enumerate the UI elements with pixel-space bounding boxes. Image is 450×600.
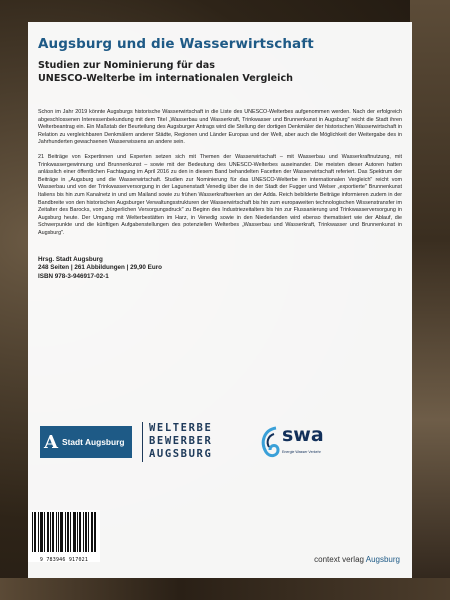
barcode-bar	[65, 512, 66, 552]
background-bottom-edge	[0, 578, 450, 600]
isbn-barcode	[28, 510, 100, 562]
barcode-bar	[67, 512, 68, 552]
book-subtitle	[38, 60, 402, 85]
barcode-bar	[92, 512, 93, 552]
barcode-bar	[94, 512, 95, 552]
book-metadata	[38, 256, 402, 282]
stadt-augsburg-logo	[40, 426, 132, 458]
barcode-bar	[95, 512, 96, 552]
barcode-bar	[41, 512, 42, 552]
welterbe-line-3: AUGSBURG	[149, 448, 213, 460]
subtitle-line-1: Studien zur Nominierung für das	[38, 60, 215, 71]
subtitle-line-2: UNESCO-Welterbe im internationalen Vergleich	[38, 72, 293, 84]
barcode-bar	[73, 512, 74, 552]
barcode-bar	[70, 512, 71, 552]
barcode-number: 9 783946 917021	[39, 557, 89, 563]
background-right-edge	[410, 0, 450, 600]
blurb-paragraph-2: 21 Beiträge von Expertinnen und Experten setzen sich mit Themen der Wasserwirtschaft – mit Wasserbau und Wasserkraftnutzung, mit Trinkwassergewinnung und Brunnenkunst – sowie mit der Bedeutung des UNESCO-Welterbes auseinander. Die meisten dieser Autoren hatten anlässlich einer öffentlichen Fachtagung im April 2016 zu den in diesem Band behandelten Facetten der Wasserwirtschaft referiert. Das Spektrum der Beiträge in „Augsburg und die Wasserwirtschaft. Studien zur Nominierung für das UNESCO-Welterbe im internationalen Vergleich" reicht vom Wasserbau und von der Trinkwasserversorgung in der Lagunenstadt Venedig über die in der Stadt der Fugger und Welser „exportierte" Brunnenkunst Italiens bis hin zum Kanalnetz in und um Mailand sowie zu frühen Wasserkraftwerken an der Adda. Reich bebilderte Beiträge informieren zudem in der Bandbreite von den historischen Augsburger Verwaltungsstrukturen der Wasserwirtschaft bis hin zum europaweiten technologischen Wissenstransfer im Zeitalter des Barocks, vom „bürgerlichen Versorgungsdruck" zu Beginn des Industriezeitalters bis hin zur Flussanierung und Trinkwasserversorgung in Augsburg heute. Der Umgang mit Welterbestätten im Harz, in Venedig sowie in den Niederlanden wird ebenso thematisiert wie der Ablauf, die Schwerpunkte und die künftigen Aufgabenstellungen des potenziellen Welterbes „Wasserbau und Wasserkraft, Trinkwasser und Brunnenkunst in Augsburg".	[38, 153, 402, 236]
swa-logo	[258, 420, 338, 464]
barcode-bar	[52, 512, 53, 552]
barcode-bar	[53, 512, 54, 552]
welterbe-bewerber-logo	[142, 422, 242, 462]
barcode-bar	[35, 512, 36, 552]
barcode-bar	[56, 512, 57, 552]
details-line: 248 Seiten | 261 Abbildungen | 29,90 Euro	[38, 264, 163, 272]
back-cover-panel	[28, 22, 412, 578]
barcode-bar	[75, 512, 76, 552]
barcode-bar	[85, 512, 86, 552]
barcode-bar	[47, 512, 48, 552]
barcode-bar	[77, 512, 78, 552]
stadt-augsburg-label: Stadt Augsburg	[62, 437, 125, 447]
barcode-bar	[58, 512, 59, 552]
barcode-bar	[91, 512, 92, 552]
publisher-brand: Augsburg	[365, 555, 400, 564]
welterbe-line-1: WELTERBE	[149, 422, 213, 434]
barcode-bar	[86, 512, 87, 552]
barcode-bars-icon	[32, 512, 96, 552]
isbn-line: ISBN 978-3-946917-02-1	[38, 272, 109, 280]
barcode-bar	[48, 512, 49, 552]
swa-label: swa	[282, 424, 324, 446]
barcode-bar	[60, 512, 61, 552]
barcode-bar	[42, 512, 43, 552]
barcode-bar	[38, 512, 39, 552]
publisher-imprint	[314, 555, 400, 564]
barcode-bar	[88, 512, 89, 552]
swa-swirl-icon	[258, 424, 282, 460]
barcode-bar	[61, 512, 62, 552]
barcode-bar	[40, 512, 41, 552]
barcode-bar	[32, 512, 33, 552]
barcode-bar	[62, 512, 63, 552]
stadt-augsburg-mark-icon: A	[44, 431, 58, 453]
sponsor-logos	[38, 420, 402, 468]
blurb-paragraph-1: Schon im Jahr 2019 könnte Augsburgs historische Wasserwirtschaft in die Liste des UNESCO-Welterbes aufgenommen werden. Nach der erfolgreich abgeschlossenen Interessenbekundung mit dem Titel „Wasserbau und Wasserkraft, Trinkwasser und Brunnenkunst in Augsburg" reicht die Stadt ihren Welterbeantrag ein. Ein Maßstab der Beurteilung des Augsburger Antrags wird die Stellung der dortigen Denkmäler der historischen Wasserwirtschaft in Relation zu vergleichbaren Denkmälern anderer Städte, Regionen und Länder Europas und der Welt, aber auch die Möglichkeit der Weitergabe des in Jahrhunderten gewachsenen Wasserwissens an andere sein.	[38, 109, 402, 146]
barcode-bar	[68, 512, 69, 552]
book-title: Augsburg und die Wasserwirtschaft	[38, 36, 314, 52]
barcode-bar	[80, 512, 81, 552]
barcode-bar	[83, 512, 84, 552]
swa-tagline: Energie Wasser Verkehr	[282, 450, 321, 454]
barcode-bar	[79, 512, 80, 552]
barcode-bar	[50, 512, 51, 552]
barcode-bar	[44, 512, 45, 552]
publisher-prefix: context verlag	[314, 555, 366, 564]
barcode-bar	[74, 512, 75, 552]
editor-line: Hrsg. Stadt Augsburg	[38, 255, 103, 263]
barcode-bar	[34, 512, 35, 552]
welterbe-line-2: BEWERBER	[149, 435, 213, 447]
